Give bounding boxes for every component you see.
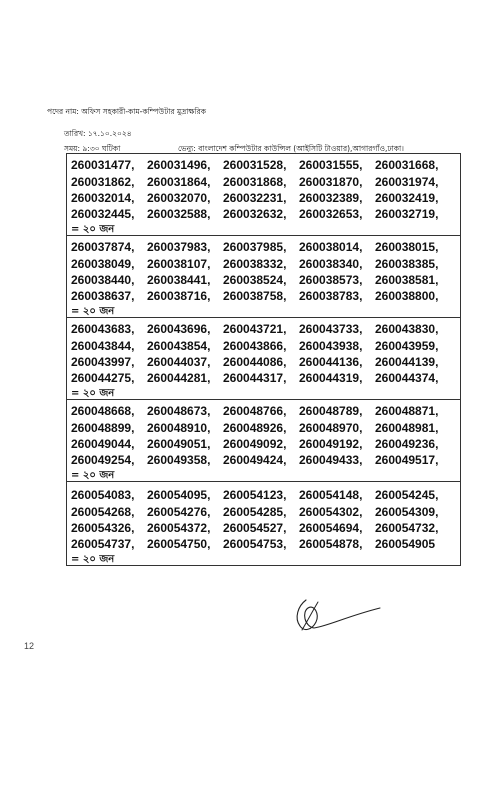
- roll-number: 260054527,: [223, 520, 287, 535]
- roll-number: 260038385,: [375, 256, 439, 271]
- roll-number: 260031496,: [147, 158, 211, 173]
- roll-number: 260031528,: [223, 158, 287, 173]
- signature-image: [288, 596, 388, 636]
- roll-number: 260038758,: [223, 289, 287, 304]
- roll-number: 260044136,: [299, 354, 363, 369]
- roll-block: [67, 154, 460, 236]
- roll-number: 260038637,: [71, 289, 135, 304]
- roll-number: 260037983,: [147, 240, 211, 255]
- table-row: [71, 173, 460, 189]
- roll-number: 260048766,: [223, 404, 287, 419]
- roll-number: 260032588,: [147, 207, 211, 222]
- roll-number: 260054372,: [147, 520, 211, 535]
- roll-number: 260049092,: [223, 436, 287, 451]
- exam-venue: ভেন্যু: বাংলাদেশ কম্পিউটার কাউন্সিল (আইসিটি টাওয়ার),আগারগাঁও,ঢাকা।: [178, 144, 404, 153]
- roll-number: 260032419,: [375, 190, 439, 205]
- roll-number: 260048926,: [223, 420, 287, 435]
- roll-number: 260044319,: [299, 371, 363, 386]
- roll-block: [67, 236, 460, 318]
- roll-number: 260038332,: [223, 256, 287, 271]
- roll-number: 260032719,: [375, 207, 439, 222]
- roll-number: 260048899,: [71, 420, 135, 435]
- roll-number: 260038783,: [299, 289, 363, 304]
- table-row: [71, 452, 460, 468]
- roll-number: 260054095,: [147, 488, 211, 503]
- roll-number: 260032070,: [147, 190, 211, 205]
- table-row: [71, 487, 460, 503]
- roll-number: 260038573,: [299, 272, 363, 287]
- roll-number: 260043721,: [223, 322, 287, 337]
- roll-block: [67, 400, 460, 482]
- roll-number: 260049236,: [375, 436, 439, 451]
- roll-number: 260038716,: [147, 289, 211, 304]
- roll-number: 260038107,: [147, 256, 211, 271]
- roll-number: 260038049,: [71, 256, 135, 271]
- roll-number: 260032632,: [223, 207, 287, 222]
- page-number: 12: [24, 641, 35, 651]
- table-row: [71, 403, 460, 419]
- roll-number: 260048668,: [71, 404, 135, 419]
- roll-number: 260043959,: [375, 338, 439, 353]
- candidate-count: = ২০ জন: [71, 388, 115, 400]
- roll-number: 260044281,: [147, 371, 211, 386]
- exam-time: সময়: ৯:৩০ ঘটিকা: [64, 144, 121, 153]
- candidate-count: = ২০ জন: [71, 224, 115, 236]
- roll-number: 260031868,: [223, 174, 287, 189]
- roll-number: 260054268,: [71, 504, 135, 519]
- roll-number: 260049044,: [71, 436, 135, 451]
- roll-number: 260054694,: [299, 520, 363, 535]
- roll-number: 260032389,: [299, 190, 363, 205]
- table-row: [71, 239, 460, 255]
- roll-number: 260049517,: [375, 453, 439, 468]
- table-row: [71, 190, 460, 206]
- roll-number: 260049358,: [147, 453, 211, 468]
- roll-number: 260054905: [375, 537, 436, 552]
- candidate-count: = ২০ জন: [71, 470, 115, 482]
- roll-number: 260032231,: [223, 190, 287, 205]
- roll-number: 260049433,: [299, 453, 363, 468]
- table-row: [71, 536, 460, 552]
- roll-number: 260044317,: [223, 371, 287, 386]
- roll-number: 260043938,: [299, 338, 363, 353]
- roll-number: 260044086,: [223, 354, 287, 369]
- post-title: পদের নাম: অফিস সহকারী-কাম-কম্পিউটার মুদ্রাক্ষরিক: [47, 107, 206, 116]
- roll-number: 260054148,: [299, 488, 363, 503]
- roll-number: 260043854,: [147, 338, 211, 353]
- candidate-count: = ২০ জন: [71, 306, 115, 318]
- roll-number: 260054732,: [375, 520, 439, 535]
- roll-number: 260043733,: [299, 322, 363, 337]
- roll-number: 260054309,: [375, 504, 439, 519]
- roll-number: 260048970,: [299, 420, 363, 435]
- roll-number: 260043696,: [147, 322, 211, 337]
- table-row: [71, 370, 460, 386]
- roll-number-table: [66, 153, 461, 566]
- roll-number: 260043997,: [71, 354, 135, 369]
- table-row: [71, 255, 460, 271]
- roll-number: 260054285,: [223, 504, 287, 519]
- roll-number: 260049051,: [147, 436, 211, 451]
- roll-number: 260048981,: [375, 420, 439, 435]
- roll-block: [67, 482, 460, 566]
- table-row: [71, 321, 460, 337]
- roll-number: 260043830,: [375, 322, 439, 337]
- roll-number: 260054753,: [223, 537, 287, 552]
- table-row: [71, 354, 460, 370]
- roll-number: 260038340,: [299, 256, 363, 271]
- table-row: [71, 419, 460, 435]
- roll-number: 260048673,: [147, 404, 211, 419]
- roll-number: 260048871,: [375, 404, 439, 419]
- roll-block: [67, 318, 460, 400]
- roll-number: 260031864,: [147, 174, 211, 189]
- roll-number: 260054878,: [299, 537, 363, 552]
- roll-number: 260043866,: [223, 338, 287, 353]
- roll-number: 260054302,: [299, 504, 363, 519]
- table-row: [71, 272, 460, 288]
- roll-number: 260054750,: [147, 537, 211, 552]
- roll-number: 260054737,: [71, 537, 135, 552]
- roll-number: 260054276,: [147, 504, 211, 519]
- roll-number: 260054123,: [223, 488, 287, 503]
- roll-number: 260038440,: [71, 272, 135, 287]
- roll-number: 260054326,: [71, 520, 135, 535]
- roll-number: 260044275,: [71, 371, 135, 386]
- roll-number: 260049254,: [71, 453, 135, 468]
- roll-number: 260054245,: [375, 488, 439, 503]
- table-row: [71, 520, 460, 536]
- roll-number: 260038524,: [223, 272, 287, 287]
- roll-number: 260044037,: [147, 354, 211, 369]
- roll-number: 260043683,: [71, 322, 135, 337]
- roll-number: 260049192,: [299, 436, 363, 451]
- roll-number: 260044374,: [375, 371, 439, 386]
- table-row: [71, 503, 460, 519]
- roll-number: 260038581,: [375, 272, 439, 287]
- roll-number: 260031862,: [71, 174, 135, 189]
- roll-number: 260031477,: [71, 158, 135, 173]
- table-row: [71, 337, 460, 353]
- roll-number: 260044139,: [375, 354, 439, 369]
- table-row: [71, 206, 460, 222]
- roll-number: 260038014,: [299, 240, 363, 255]
- roll-number: 260032653,: [299, 207, 363, 222]
- table-row: [71, 157, 460, 173]
- exam-date: তারিখ: ১৭.১০.২০২৪: [64, 129, 132, 138]
- roll-number: 260048789,: [299, 404, 363, 419]
- roll-number: 260038800,: [375, 289, 439, 304]
- roll-number: 260038015,: [375, 240, 439, 255]
- roll-number: 260038441,: [147, 272, 211, 287]
- roll-number: 260031555,: [299, 158, 363, 173]
- candidate-count: = ২০ জন: [71, 554, 115, 566]
- roll-number: 260032445,: [71, 207, 135, 222]
- roll-number: 260054083,: [71, 488, 135, 503]
- roll-number: 260031668,: [375, 158, 439, 173]
- roll-number: 260037985,: [223, 240, 287, 255]
- roll-number: 260049424,: [223, 453, 287, 468]
- table-row: [71, 436, 460, 452]
- roll-number: 260037874,: [71, 240, 135, 255]
- roll-number: 260043844,: [71, 338, 135, 353]
- roll-number: 260032014,: [71, 190, 135, 205]
- table-row: [71, 288, 460, 304]
- roll-number: 260031974,: [375, 174, 439, 189]
- roll-number: 260031870,: [299, 174, 363, 189]
- roll-number: 260048910,: [147, 420, 211, 435]
